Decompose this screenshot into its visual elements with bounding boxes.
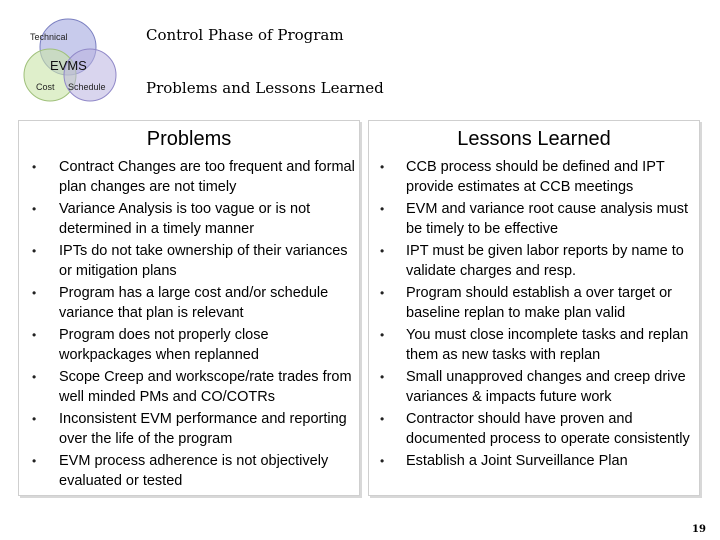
lesson-text: Program should establish a over target or baseline replan to make plan valid — [406, 285, 672, 321]
lessons-panel — [368, 120, 700, 496]
bullet: • — [380, 160, 385, 174]
bullet: • — [380, 454, 385, 468]
problem-text: Inconsistent EVM performance and reporting over the life of the program — [59, 411, 347, 447]
lesson-text: IPT must be given labor reports by name to validate charges and resp. — [406, 243, 684, 279]
bullet: • — [380, 202, 385, 216]
lesson-text: EVM and variance root cause analysis must be timely to be effective — [406, 201, 689, 237]
list-item — [369, 157, 699, 197]
problems-list — [19, 157, 359, 491]
problem-text: Program has a large cost and/or schedule variance that plan is relevant — [59, 285, 329, 321]
bullet: • — [32, 202, 37, 216]
bullet: • — [380, 244, 385, 258]
list-item — [369, 325, 699, 365]
slide-subtitle: Problems and Lessons Learned — [146, 79, 384, 97]
list-item — [19, 409, 359, 449]
problem-text: Scope Creep and workscope/rate trades from well minded PMs and CO/COTRs — [59, 369, 352, 405]
list-item — [19, 367, 359, 407]
list-item — [19, 157, 359, 197]
bullet: • — [380, 286, 385, 300]
lesson-text: CCB process should be defined and IPT provide estimates at CCB meetings — [406, 159, 665, 195]
bullet: • — [32, 412, 37, 426]
problem-text: EVM process adherence is not objectively evaluated or tested — [59, 453, 329, 489]
page-number: 19 — [692, 524, 706, 535]
problems-heading: Problems — [146, 128, 232, 150]
problems-panel — [18, 120, 360, 496]
list-item — [369, 409, 699, 449]
venn-label-technical: Technical — [30, 32, 68, 42]
bullet: • — [32, 370, 37, 384]
bullet: • — [32, 160, 37, 174]
bullet: • — [32, 286, 37, 300]
list-item — [19, 241, 359, 281]
bullet: • — [32, 244, 37, 258]
list-item — [19, 199, 359, 239]
venn-label-evms: EVMS — [50, 58, 87, 73]
lesson-text: You must close incomplete tasks and replan them as new tasks with replan — [406, 327, 689, 363]
bullet: • — [380, 328, 385, 342]
lesson-text: Contractor should have proven and documented process to operate consistently — [406, 411, 690, 447]
list-item — [369, 283, 699, 323]
list-item — [369, 367, 699, 407]
lessons-list — [369, 157, 699, 471]
bullet: • — [380, 370, 385, 384]
problem-text: Program does not properly close workpackages when replanned — [59, 327, 269, 363]
list-item — [369, 199, 699, 239]
problem-text: IPTs do not take ownership of their variances or mitigation plans — [59, 243, 348, 279]
lesson-text: Establish a Joint Surveillance Plan — [406, 453, 628, 469]
schedule-circle — [64, 49, 116, 101]
list-item — [369, 241, 699, 281]
venn-label-cost: Cost — [36, 82, 55, 92]
slide-title: Control Phase of Program — [146, 26, 344, 44]
problem-text: Contract Changes are too frequent and formal plan changes are not timely — [59, 159, 355, 195]
list-item — [19, 325, 359, 365]
lessons-heading: Lessons Learned — [457, 128, 611, 150]
list-item — [19, 451, 359, 491]
venn-label-schedule: Schedule — [68, 82, 106, 92]
list-item — [19, 283, 359, 323]
bullet: • — [32, 454, 37, 468]
problem-text: Variance Analysis is too vague or is not determined in a timely manner — [59, 201, 311, 237]
bullet: • — [32, 328, 37, 342]
lesson-text: Small unapproved changes and creep drive variances & impacts future work — [406, 369, 686, 405]
bullet: • — [380, 412, 385, 426]
list-item — [369, 451, 699, 471]
